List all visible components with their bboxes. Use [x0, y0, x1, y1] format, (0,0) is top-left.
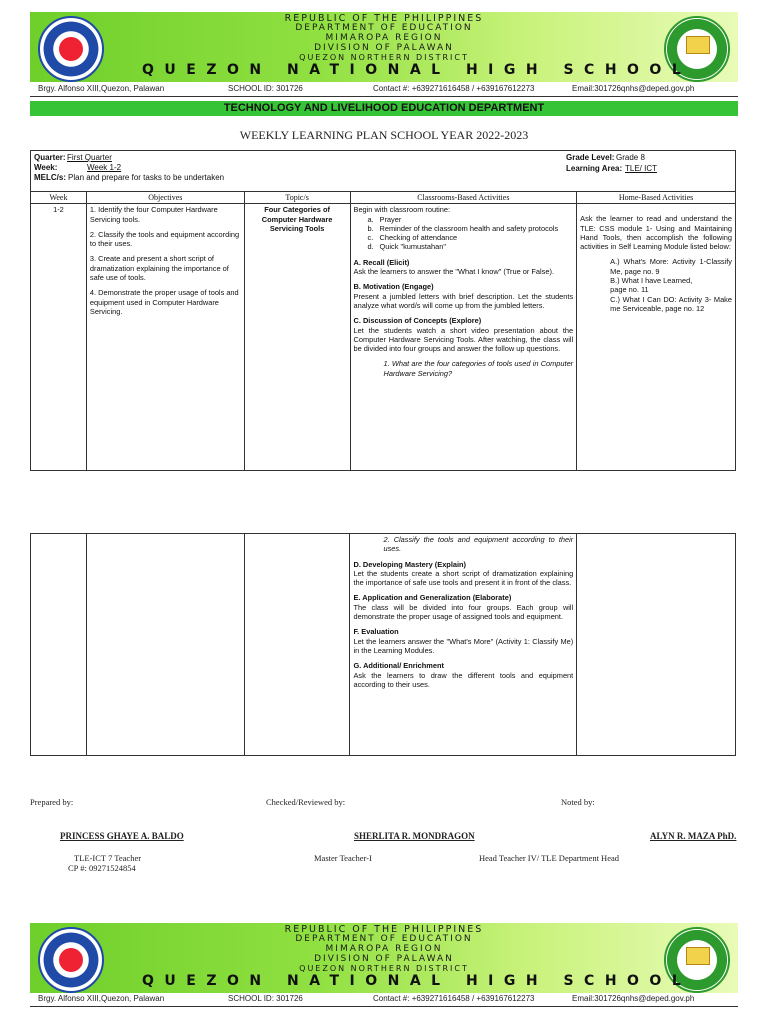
list-item: b. Reminder of the classroom health and safety protocols	[367, 223, 559, 233]
header-divider	[30, 96, 738, 97]
footer-address: Brgy. Alfonso XIII,Quezon, Palawan	[38, 994, 165, 1003]
footer-divider	[30, 1006, 738, 1007]
header-region: MIMAROPA REGION	[325, 33, 443, 43]
table-row	[31, 534, 736, 756]
footer-contact-number: Contact #: +639271616458 / +639167612273	[373, 994, 535, 1003]
home-activity-b-page: page no. 11	[610, 285, 649, 295]
recall-text: Ask the learners to answer the "What I know" (True or False).	[353, 267, 555, 277]
plan-info-box	[30, 150, 736, 192]
plan-title: WEEKLY LEARNING PLAN SCHOOL YEAR 2022-2023	[239, 128, 529, 142]
checked-role: Master Teacher-I	[314, 853, 372, 863]
header-deped: DEPARTMENT OF EDUCATION	[295, 23, 473, 33]
classroom-activities-cell	[350, 534, 577, 756]
list-item: d. Quick "kumustahan"	[367, 242, 446, 252]
contact-bar	[30, 84, 738, 95]
footer-school-name: QUEZON NATIONAL HIGH SCHOOL	[142, 973, 692, 989]
objectives-cell	[86, 204, 244, 471]
checked-name: SHERLITA R. MONDRAGON	[354, 831, 475, 841]
footer-deped: DEPARTMENT OF EDUCATION	[295, 934, 473, 944]
topic-cell-empty	[244, 534, 350, 756]
discussion-question-2: 2. Classify the tools and equipment according to their uses.	[383, 535, 574, 554]
home-instructions: Ask the learner to read and understand the TLE: CSS module 1- Using and Maintaining Hand Tools, then accomplish the following activities in Self Learning Module listed below:	[580, 214, 732, 252]
week-cell-empty	[31, 534, 87, 756]
mastery-text: Let the students create a short script of dramatization explaining the importance of safe use tools and present it in front of the class.	[353, 568, 574, 588]
col-objectives: Objectives	[86, 192, 244, 204]
col-week: Week	[31, 192, 87, 204]
quarter-label: Quarter:	[34, 153, 66, 162]
email: Email:301726qnhs@deped.gov.ph	[572, 84, 695, 93]
classroom-activities-cell	[350, 204, 577, 471]
week-value: Week 1-2	[87, 163, 122, 172]
prepared-name: PRINCESS GHAYE A. BALDO	[60, 831, 184, 841]
motivation-title: B. Motivation (Engage)	[353, 282, 434, 292]
motivation-text: Present a jumbled letters with brief description. Let the students analyze what word/s will come up from the jumbled letters.	[353, 291, 574, 310]
objective-1: 1. Identify the four Computer Hardware Servicing tools.	[89, 205, 218, 224]
noted-role: Head Teacher IV/ TLE Department Head	[479, 853, 619, 863]
noted-name: ALYN R. MAZA PhD.	[650, 831, 737, 841]
col-topics: Topic/s	[244, 192, 350, 204]
routine-intro: Begin with classroom routine:	[353, 205, 451, 215]
footer-division: DIVISION OF PALAWAN	[314, 954, 454, 964]
col-classroom-activities: Classrooms-Based Activities	[350, 192, 577, 204]
objective-3: 3. Create and present a short script of dramatization explaining the importance of safe use of tools.	[89, 254, 229, 283]
table-row	[31, 204, 736, 471]
home-activity-b: B.) What I have Learned,	[610, 276, 693, 286]
enrichment-text: Ask the learners to draw the different tools and equipment according to their uses.	[353, 670, 574, 689]
school-name: QUEZON NATIONAL HIGH SCHOOL	[142, 62, 692, 78]
header-district: QUEZON NORTHERN DISTRICT	[299, 53, 469, 62]
evaluation-title: F. Evaluation	[353, 627, 399, 637]
week-label: Week:	[34, 163, 58, 172]
footer-region: MIMAROPA REGION	[325, 944, 443, 954]
footer-district: QUEZON NORTHERN DISTRICT	[299, 964, 469, 973]
application-title: E. Application and Generalization (Elaborate)	[353, 593, 512, 603]
topic-cell: Four Categories of Computer Hardware Servicing Tools	[244, 204, 350, 471]
quarter-value: First Quarter	[67, 153, 112, 162]
learning-plan-table	[30, 191, 736, 471]
prepared-label: Prepared by:	[30, 797, 74, 807]
home-activities-cell	[577, 204, 736, 471]
list-item: a. Prayer	[367, 214, 402, 224]
home-activity-a: A.) What's More: Activity 1-Classify Me, page no. 9	[610, 257, 732, 276]
application-text: The class will be divided into four groups. Each group will demonstrate the proper usage of assigned tools and equipment.	[353, 602, 574, 622]
header-division: DIVISION OF PALAWAN	[314, 43, 454, 53]
prepared-role: TLE-ICT 7 Teacher	[74, 853, 142, 863]
footer-banner	[30, 923, 738, 993]
melc-value: Plan and prepare for tasks to be undertaken	[68, 173, 225, 182]
home-activity-c: C.) What I Can DO: Activity 3- Make me Serviceable, page no. 12	[610, 294, 732, 313]
objective-4: 4. Demonstrate the proper usage of tools and equipment used in Computer Hardware Servicing.	[89, 288, 239, 316]
footer-email: Email:301726qnhs@deped.gov.ph	[572, 994, 695, 1003]
enrichment-title: G. Additional/ Enrichment	[353, 661, 444, 671]
contact-number: Contact #: +639271616458 / +639167612273	[373, 84, 535, 93]
col-home-activities: Home-Based Activities	[577, 192, 736, 204]
recall-title: A. Recall (Elicit)	[353, 257, 410, 267]
address: Brgy. Alfonso XIII,Quezon, Palawan	[38, 84, 165, 93]
objective-2: 2. Classify the tools and equipment according to their uses.	[89, 229, 240, 249]
header-republic: REPUBLIC OF THE PHILIPPINES	[284, 13, 484, 24]
footer-republic: REPUBLIC OF THE PHILIPPINES	[284, 924, 484, 935]
grade-value: Grade 8	[616, 153, 645, 162]
grade-label: Grade Level:	[566, 153, 615, 162]
area-label: Learning Area:	[566, 164, 623, 173]
area-value: TLE/ ICT	[625, 164, 658, 173]
discussion-text: Let the students watch a short video presentation about the Computer Hardware Servicing Tools. After watching, the class will be divided into four groups and answer the follow up questions.	[353, 325, 574, 354]
week-cell: 1-2	[31, 204, 87, 471]
table-header-row	[31, 192, 736, 204]
routine-list	[354, 215, 574, 252]
discussion-title: C. Discussion of Concepts (Explore)	[353, 316, 482, 326]
checked-label: Checked/Reviewed by:	[266, 797, 346, 807]
objectives-cell-empty	[86, 534, 244, 756]
discussion-question-1: 1. What are the four categories of tools used in Computer Hardware Servicing?	[383, 359, 574, 378]
department-banner: TECHNOLOGY AND LIVELIHOOD EDUCATION DEPARTMENT	[30, 101, 738, 116]
evaluation-text: Let the learners answer the "What's More" (Activity 1: Classify Me) in the Learning Modules.	[353, 636, 574, 655]
footer-contact-bar	[30, 994, 738, 1005]
school-id: SCHOOL ID: 301726	[228, 84, 303, 93]
list-item: c. Checking of attendance	[367, 233, 458, 243]
noted-label: Noted by:	[561, 797, 595, 807]
header-banner	[30, 12, 738, 82]
melc-label: MELC/s:	[34, 173, 66, 182]
home-activities-cell-empty	[577, 534, 736, 756]
mastery-title: D. Developing Mastery (Explain)	[353, 559, 467, 569]
learning-plan-table-continued	[30, 533, 736, 756]
footer-school-id: SCHOOL ID: 301726	[228, 994, 303, 1003]
prepared-cp: CP #: 09271524854	[68, 863, 136, 873]
